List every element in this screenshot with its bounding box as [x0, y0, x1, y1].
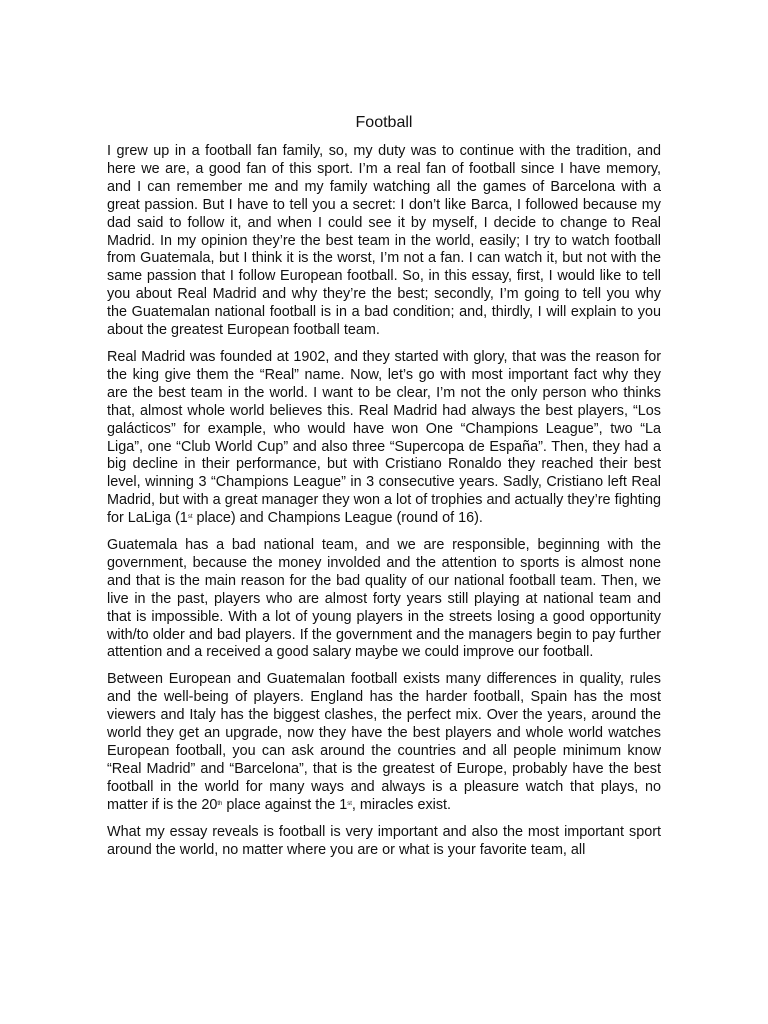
- document-title: Football: [355, 114, 413, 131]
- paragraph-european-text: Between European and Guatemalan football exists many differences in quality, rules and the well-being of players. England has the harder football, Spain has the most viewers and Italy has the biggest clashes, the perfect mix. Over the years, around the world they get an upgrade, now they have the best players and whole world watches European football, you can ask around the countries and all people minimum know “Real Madrid” and “Barcelona”, that is the greatest of Europe, probably have the best football in the world for many ways and always is a pleasure watch that plays, no matter if is the 20: [107, 671, 661, 813]
- paragraph-european-text-end: , miracles exist.: [351, 796, 452, 813]
- paragraph-conclusion: What my essay reveals is football is very important and also the most important sport around the world, no matter where you are or what is your favorite team, all: [107, 823, 661, 858]
- ordinal-suffix: st: [347, 800, 352, 807]
- paragraph-intro: I grew up in a football fan family, so, my duty was to continue with the tradition, and here we are, a good fan of this sport. I’m a real fan of football since I have memory, and I can remember me and my family watching all the games of Barcelona with a great passion. But I have to tell you a secret: I don’t like Barca, I followed because my dad said to follow it, and when I could see it by myself, I decide to change to Real Madrid. In my opinion they’re the best team in the world, easily; I try to watch football from Guatemala, but I think it is the worst, I’m not a fan. I can watch it, but not with the same passion that I follow European football. So, in this essay, first, I would like to tell you about Real Madrid and why they’re the best; secondly, I’m going to tell you why the Guatemalan national football is in a bad condition; and, thirdly, I will explain to you about the greatest European football team.: [107, 143, 661, 339]
- paragraph-european-football: [107, 671, 661, 814]
- ordinal-suffix: st: [187, 514, 193, 521]
- paragraph-guatemala: Guatemala has a bad national team, and we are responsible, beginning with the government, because the money involded and the attention to sports is almost none and that is the main reason for the bad quality of our national football team. Then, we live in the past, players who are almost forty years still playing at national team and that is impossible. With a lot of young players in the streets losing a good opportunity with/to older and bad players. If the government and the managers begin to pay further attention and a received a good salary maybe we could improve our football.: [107, 537, 661, 661]
- paragraph-real-madrid: [107, 349, 661, 528]
- paragraph-european-text-mid: place against the 1: [222, 796, 348, 813]
- ordinal-suffix: th: [217, 800, 223, 807]
- document-page: [107, 112, 661, 868]
- paragraph-real-madrid-text-end: place) and Champions League (round of 16).: [192, 510, 483, 527]
- paragraph-real-madrid-text: Real Madrid was founded at 1902, and they started with glory, that was the reason for the king give them the “Real” name. Now, let’s go with most important fact why they are the best team in the world. I want to be clear, I’m not the only person who thinks that, almost whole world believes this. Real Madrid had always the best players, “Los galácticos” for example, who would have won One “Champions League”, two “La Liga”, one “Club World Cup” and also three “Supercopa de España”. Then, they had a big decline in their performance, but with Cristiano Ronaldo they reached their best level, winning 3 “Champions League” in 3 consecutive years. Sadly, Cristiano left Real Madrid, but with a great manager they won a lot of trophies and actually they’re fighting for LaLiga (1: [107, 348, 661, 527]
